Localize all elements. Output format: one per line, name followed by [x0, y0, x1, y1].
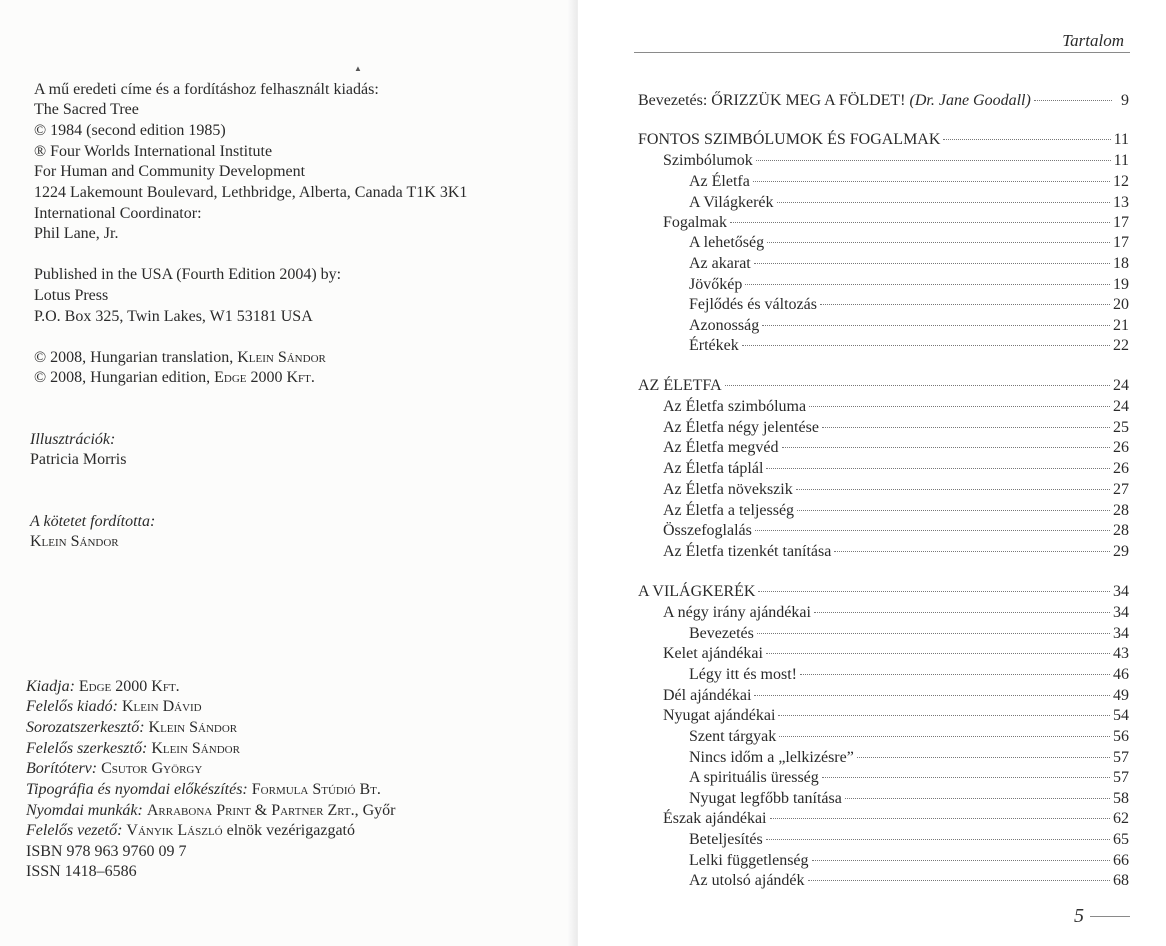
- toc-entry: [638, 480, 1129, 500]
- toc-entry: [638, 768, 1129, 788]
- toc-entry: [638, 233, 1129, 253]
- right-page: [578, 0, 1166, 946]
- imprint-line: [26, 780, 381, 800]
- toc-label: Nyugat ajándékai: [663, 707, 776, 724]
- issn: ISSN 1418–6586: [26, 863, 137, 880]
- toc-label: FONTOS SZIMBÓLUMOK ÉS FOGALMAK: [638, 131, 941, 148]
- toc-label: Beteljesítés: [689, 831, 763, 848]
- toc-label: Nyugat legfőbb tanítása: [689, 790, 842, 807]
- toc-label: A spirituális üresség: [689, 769, 819, 786]
- imprint-label: Nyomdai munkák:: [26, 802, 143, 819]
- toc-label: Az Életfa szimbóluma: [663, 398, 807, 415]
- toc-label: Lelki függetlenség: [689, 852, 809, 869]
- copyright-text: © 2008, Hungarian translation,: [34, 349, 238, 366]
- leader-dots: [754, 695, 1110, 696]
- toc-page: 57: [1113, 769, 1129, 786]
- imprint-label: Borítóterv:: [26, 760, 98, 777]
- imprint-label: Felelős vezető:: [26, 822, 123, 839]
- leader-dots: [758, 591, 1110, 592]
- toc-entry: [638, 644, 1129, 664]
- leader-dots: [762, 325, 1110, 326]
- leader-dots: [820, 304, 1110, 305]
- rights-line: A mű eredeti címe és a fordításhoz felhasznált kiadás:: [34, 81, 379, 98]
- toc-page: 65: [1113, 831, 1129, 848]
- illustrations-label: Illusztrációk:: [30, 431, 116, 448]
- leader-dots: [808, 880, 1110, 881]
- header-rule: [634, 52, 1130, 53]
- toc-page: 24: [1113, 377, 1129, 394]
- imprint-line: [26, 718, 237, 738]
- toc-page: 28: [1113, 502, 1129, 519]
- running-header: Tartalom: [1062, 31, 1124, 50]
- leader-dots: [770, 818, 1111, 819]
- leader-dots: [753, 181, 1110, 182]
- toc-entry: [638, 624, 1129, 644]
- rights-line: International Coordinator:: [34, 205, 202, 222]
- toc-entry: [638, 582, 1129, 602]
- toc-entry: [638, 316, 1129, 336]
- rights-line: The Sacred Tree: [34, 101, 139, 118]
- toc-label: Szimbólumok: [663, 152, 753, 169]
- toc-page: 11: [1113, 131, 1129, 148]
- translator-name: Klein Sándor: [237, 349, 326, 366]
- toc-page: 17: [1113, 234, 1129, 251]
- leader-dots: [943, 139, 1110, 140]
- toc-entry: [638, 686, 1129, 706]
- toc-entry: [638, 501, 1129, 521]
- toc-entry: [638, 336, 1129, 356]
- toc-page: 46: [1113, 666, 1129, 683]
- publisher-name: Edge 2000 Kft.: [214, 369, 315, 386]
- imprint-value: Klein Sándor: [151, 740, 240, 757]
- leader-dots: [822, 777, 1110, 778]
- toc-label-text: Bevezetés: ŐRIZZÜK MEG A FÖLDET!: [638, 92, 910, 109]
- leader-dots: [767, 242, 1110, 243]
- imprint-value: Klein Sándor: [148, 719, 238, 736]
- rights-line: ® Four Worlds International Institute: [34, 143, 273, 160]
- toc-entry: [638, 706, 1129, 726]
- translated-by-label: A kötetet fordította:: [30, 513, 156, 530]
- toc-label: A lehetőség: [689, 234, 765, 251]
- leader-dots: [730, 222, 1110, 223]
- toc-label: AZ ÉLETFA: [638, 377, 722, 394]
- leader-dots: [822, 427, 1110, 428]
- toc-page: 29: [1113, 543, 1129, 560]
- imprint-suffix: elnök vezérigazgató: [222, 822, 355, 839]
- toc-entry: [638, 851, 1129, 871]
- toc-entry-intro: [638, 91, 1129, 111]
- imprint-line: [26, 697, 202, 717]
- left-page: [0, 0, 578, 946]
- toc-page: 58: [1113, 790, 1129, 807]
- leader-dots: [778, 715, 1110, 716]
- leader-dots: [766, 653, 1110, 654]
- toc-label: Az Életfa: [689, 173, 750, 190]
- toc-page: 12: [1113, 173, 1129, 190]
- toc-label: Az Életfa tizenkét tanítása: [663, 543, 832, 560]
- toc-page: 34: [1113, 604, 1129, 621]
- imprint-line: [26, 801, 396, 821]
- toc-entry: [638, 521, 1129, 541]
- isbn: ISBN 978 963 9760 09 7: [26, 843, 187, 860]
- toc-entry: [638, 254, 1129, 274]
- leader-dots: [757, 633, 1110, 634]
- leader-dots: [725, 385, 1110, 386]
- toc-entry: [638, 748, 1129, 768]
- imprint-value: Edge 2000 Kft.: [78, 678, 180, 695]
- toc-label: Az Életfa négy jelentése: [663, 419, 819, 436]
- toc-label: Azonosság: [689, 317, 760, 334]
- toc-entry: [638, 830, 1129, 850]
- translator-name: Klein Sándor: [30, 533, 119, 550]
- toc-page: 43: [1113, 645, 1129, 662]
- imprint-line: [26, 677, 180, 697]
- toc-page: 49: [1113, 687, 1129, 704]
- leader-dots: [814, 612, 1110, 613]
- leader-dots: [745, 284, 1110, 285]
- leader-dots: [777, 202, 1111, 203]
- page-number-rule: [1090, 916, 1130, 917]
- toc-label: [638, 91, 1031, 111]
- leader-dots: [742, 345, 1110, 346]
- rights-line: 1224 Lakemount Boulevard, Lethbridge, Alberta, Canada T1K 3K1: [34, 184, 468, 201]
- toc-entry: [638, 438, 1129, 458]
- leader-dots: [857, 757, 1110, 758]
- leader-dots: [800, 674, 1110, 675]
- toc-label: Dél ajándékai: [663, 687, 752, 704]
- toc-page: 62: [1113, 810, 1129, 827]
- toc-label: Észak ajándékai: [663, 810, 767, 827]
- toc-page: 18: [1113, 255, 1129, 272]
- leader-dots: [809, 406, 1110, 407]
- toc-entry: [638, 727, 1129, 747]
- toc-page: 17: [1113, 214, 1129, 231]
- toc-page: 25: [1113, 419, 1129, 436]
- ink-speck: ▲: [354, 64, 362, 73]
- toc-page: 13: [1113, 194, 1129, 211]
- edition-copyright: [34, 368, 315, 388]
- toc-entry: [638, 151, 1129, 171]
- toc-label: Értékek: [689, 337, 739, 354]
- rights-line: Phil Lane, Jr.: [34, 225, 119, 242]
- toc-page: 54: [1113, 707, 1129, 724]
- toc-label: Fejlődés és változás: [689, 296, 817, 313]
- leader-dots: [755, 530, 1110, 531]
- leader-dots: [834, 551, 1110, 552]
- toc-page: 34: [1113, 625, 1129, 642]
- toc-page: 56: [1113, 728, 1129, 745]
- toc-page: 26: [1113, 460, 1129, 477]
- toc-label: Fogalmak: [663, 214, 727, 231]
- leader-dots: [756, 160, 1111, 161]
- leader-dots: [766, 839, 1110, 840]
- toc-entry: [638, 871, 1129, 891]
- toc-page: 20: [1113, 296, 1129, 313]
- toc-page: 19: [1113, 276, 1129, 293]
- imprint-value: Csutor György: [101, 760, 203, 777]
- toc-label: Légy itt és most!: [689, 666, 797, 683]
- imprint-label: Kiadja:: [26, 678, 75, 695]
- publisher-line: P.O. Box 325, Twin Lakes, W1 53181 USA: [34, 308, 313, 325]
- toc-entry: [638, 193, 1129, 213]
- toc-entry: [638, 418, 1129, 438]
- toc-label: Bevezetés: [689, 625, 754, 642]
- rights-line: For Human and Community Development: [34, 163, 306, 180]
- publisher-line: Lotus Press: [34, 287, 109, 304]
- toc-entry: [638, 789, 1129, 809]
- toc-entry: [638, 542, 1129, 562]
- toc-page: 24: [1113, 398, 1129, 415]
- toc-page: 11: [1113, 152, 1129, 169]
- imprint-line: [26, 739, 240, 759]
- imprint-label: Felelős szerkesztő:: [26, 740, 148, 757]
- toc-entry: [638, 275, 1129, 295]
- toc-entry: [638, 376, 1129, 396]
- toc-page: 34: [1113, 583, 1129, 600]
- toc-entry: [638, 295, 1129, 315]
- publisher-line: Published in the USA (Fourth Edition 2004) by:: [34, 266, 342, 283]
- toc-page: 21: [1113, 317, 1129, 334]
- toc-page: 68: [1113, 872, 1129, 889]
- imprint-value: Formula Stúdió Bt.: [251, 781, 381, 798]
- leader-dots: [1034, 100, 1112, 101]
- copyright-text: © 2008, Hungarian edition,: [34, 369, 215, 386]
- toc-entry: [638, 213, 1129, 233]
- leader-dots: [797, 510, 1110, 511]
- leader-dots: [812, 860, 1110, 861]
- toc-label: Az Életfa megvéd: [663, 439, 779, 456]
- toc-label: Az Életfa a teljesség: [663, 502, 795, 519]
- toc-page: 22: [1113, 337, 1129, 354]
- imprint-value: Klein Dávid: [121, 698, 202, 715]
- toc-page: 57: [1113, 749, 1129, 766]
- toc-label: A négy irány ajándékai: [663, 604, 811, 621]
- leader-dots: [779, 736, 1110, 737]
- toc-label: Az utolsó ajándék: [689, 872, 805, 889]
- toc-label: Nincs időm a „lelkizésre”: [689, 749, 854, 766]
- toc-entry: [638, 130, 1129, 150]
- rights-line: © 1984 (second edition 1985): [34, 122, 226, 139]
- toc-label: Kelet ajándékai: [663, 645, 763, 662]
- page-number: 5: [1074, 905, 1084, 927]
- toc-entry: [638, 665, 1129, 685]
- translation-copyright: [34, 348, 326, 368]
- toc-entry: [638, 459, 1129, 479]
- imprint-value: Arrabona Print & Partner Zrt.: [146, 802, 355, 819]
- toc-page: 66: [1113, 852, 1129, 869]
- leader-dots: [796, 489, 1110, 490]
- toc-label: A VILÁGKERÉK: [638, 583, 756, 600]
- toc-label: Jövőkép: [689, 276, 743, 293]
- leader-dots: [766, 468, 1110, 469]
- imprint-value: Ványik László: [126, 822, 223, 839]
- toc-entry: [638, 809, 1129, 829]
- toc-page: 9: [1121, 92, 1129, 109]
- toc-page: 28: [1113, 522, 1129, 539]
- toc-label: Az Életfa táplál: [663, 460, 764, 477]
- toc-entry: [638, 172, 1129, 192]
- toc-label: Az Életfa növekszik: [663, 481, 793, 498]
- toc-entry: [638, 397, 1129, 417]
- toc-label: A Világkerék: [689, 194, 774, 211]
- imprint-line: [26, 821, 355, 841]
- toc-label: Szent tárgyak: [689, 728, 777, 745]
- illustrator-name: Patricia Morris: [30, 451, 127, 468]
- imprint-label: Felelős kiadó:: [26, 698, 118, 715]
- toc-label: Összefoglalás: [663, 522, 752, 539]
- leader-dots: [782, 447, 1111, 448]
- imprint-label: Sorozatszerkesztő:: [26, 719, 145, 736]
- toc-entry: [638, 603, 1129, 623]
- toc-page: 26: [1113, 439, 1129, 456]
- toc-label: Az akarat: [689, 255, 751, 272]
- toc-label-author: (Dr. Jane Goodall): [909, 92, 1031, 109]
- imprint-line: [26, 759, 202, 779]
- leader-dots: [754, 263, 1110, 264]
- leader-dots: [845, 798, 1110, 799]
- imprint-suffix: , Győr: [354, 802, 396, 819]
- imprint-label: Tipográfia és nyomdai előkészítés:: [26, 781, 248, 798]
- toc-page: 27: [1113, 481, 1129, 498]
